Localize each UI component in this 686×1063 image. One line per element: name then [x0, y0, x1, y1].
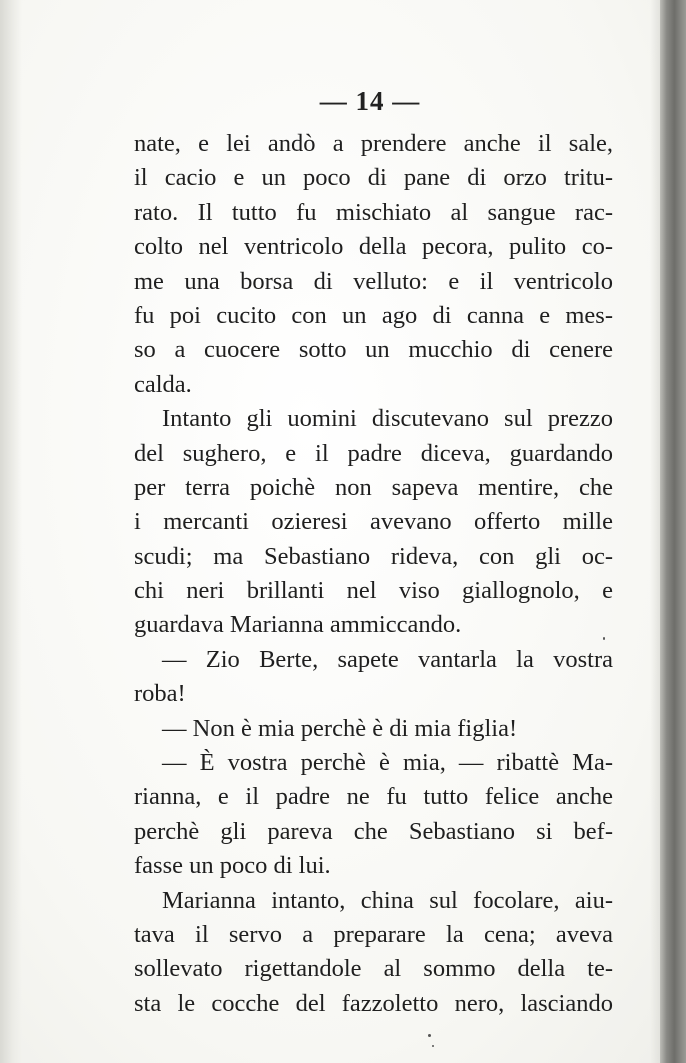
- text-line: tava il servo a preparare la cena; aveva: [134, 920, 613, 948]
- text-line: Marianna intanto, china sul focolare, aiu-: [162, 886, 613, 914]
- text-line: rato. Il tutto fu mischiato al sangue rac-: [134, 198, 613, 226]
- page-left-edge: [0, 0, 22, 1063]
- binding-shadow: [650, 0, 660, 1063]
- speck-mark: [428, 1034, 431, 1037]
- text-line: — È vostra perchè è mia, — ribattè Ma-: [162, 749, 613, 777]
- text-line: fu poi cucito con un ago di canna e mes-: [134, 301, 613, 329]
- speck-mark: [603, 637, 605, 640]
- text-line: perchè gli pareva che Sebastiano si bef-: [134, 817, 613, 845]
- page-number: — 14 —: [319, 86, 421, 116]
- speck-mark: [432, 1045, 434, 1047]
- text-line: del sughero, e il padre diceva, guardando: [134, 439, 613, 467]
- book-binding: [660, 0, 686, 1063]
- text-line: il cacio e un poco di pane di orzo tritu-: [134, 164, 613, 192]
- text-line: chi neri brillanti nel viso giallognolo, e: [134, 577, 613, 605]
- text-line: guardava Marianna ammiccando.: [134, 611, 462, 639]
- text-line: rianna, e il padre ne fu tutto felice anche: [134, 783, 613, 811]
- text-line: Intanto gli uomini discutevano sul prezzo: [162, 405, 613, 433]
- body-text: [134, 127, 613, 1021]
- text-line: me una borsa di velluto: e il ventricolo: [134, 267, 613, 295]
- text-line: sta le cocche del fazzoletto nero, lasciando: [134, 989, 613, 1017]
- text-line: sollevato rigettandole al sommo della te-: [134, 955, 613, 983]
- text-line: per terra poichè non sapeva mentire, che: [134, 473, 613, 501]
- text-line: colto nel ventricolo della pecora, pulito co-: [134, 233, 613, 261]
- text-line: calda.: [134, 370, 192, 398]
- text-line: so a cuocere sotto un mucchio di cenere: [134, 336, 613, 364]
- text-line: — Non è mia perchè è di mia figlia!: [162, 714, 518, 742]
- text-line: — Zio Berte, sapete vantarla la vostra: [162, 645, 613, 673]
- text-line: roba!: [134, 680, 186, 708]
- text-line: i mercanti ozieresi avevano offerto mille: [134, 508, 613, 536]
- text-line: nate, e lei andò a prendere anche il sale,: [134, 130, 613, 157]
- text-line: scudi; ma Sebastiano rideva, con gli oc-: [134, 542, 613, 570]
- text-line: fasse un poco di lui.: [134, 852, 331, 880]
